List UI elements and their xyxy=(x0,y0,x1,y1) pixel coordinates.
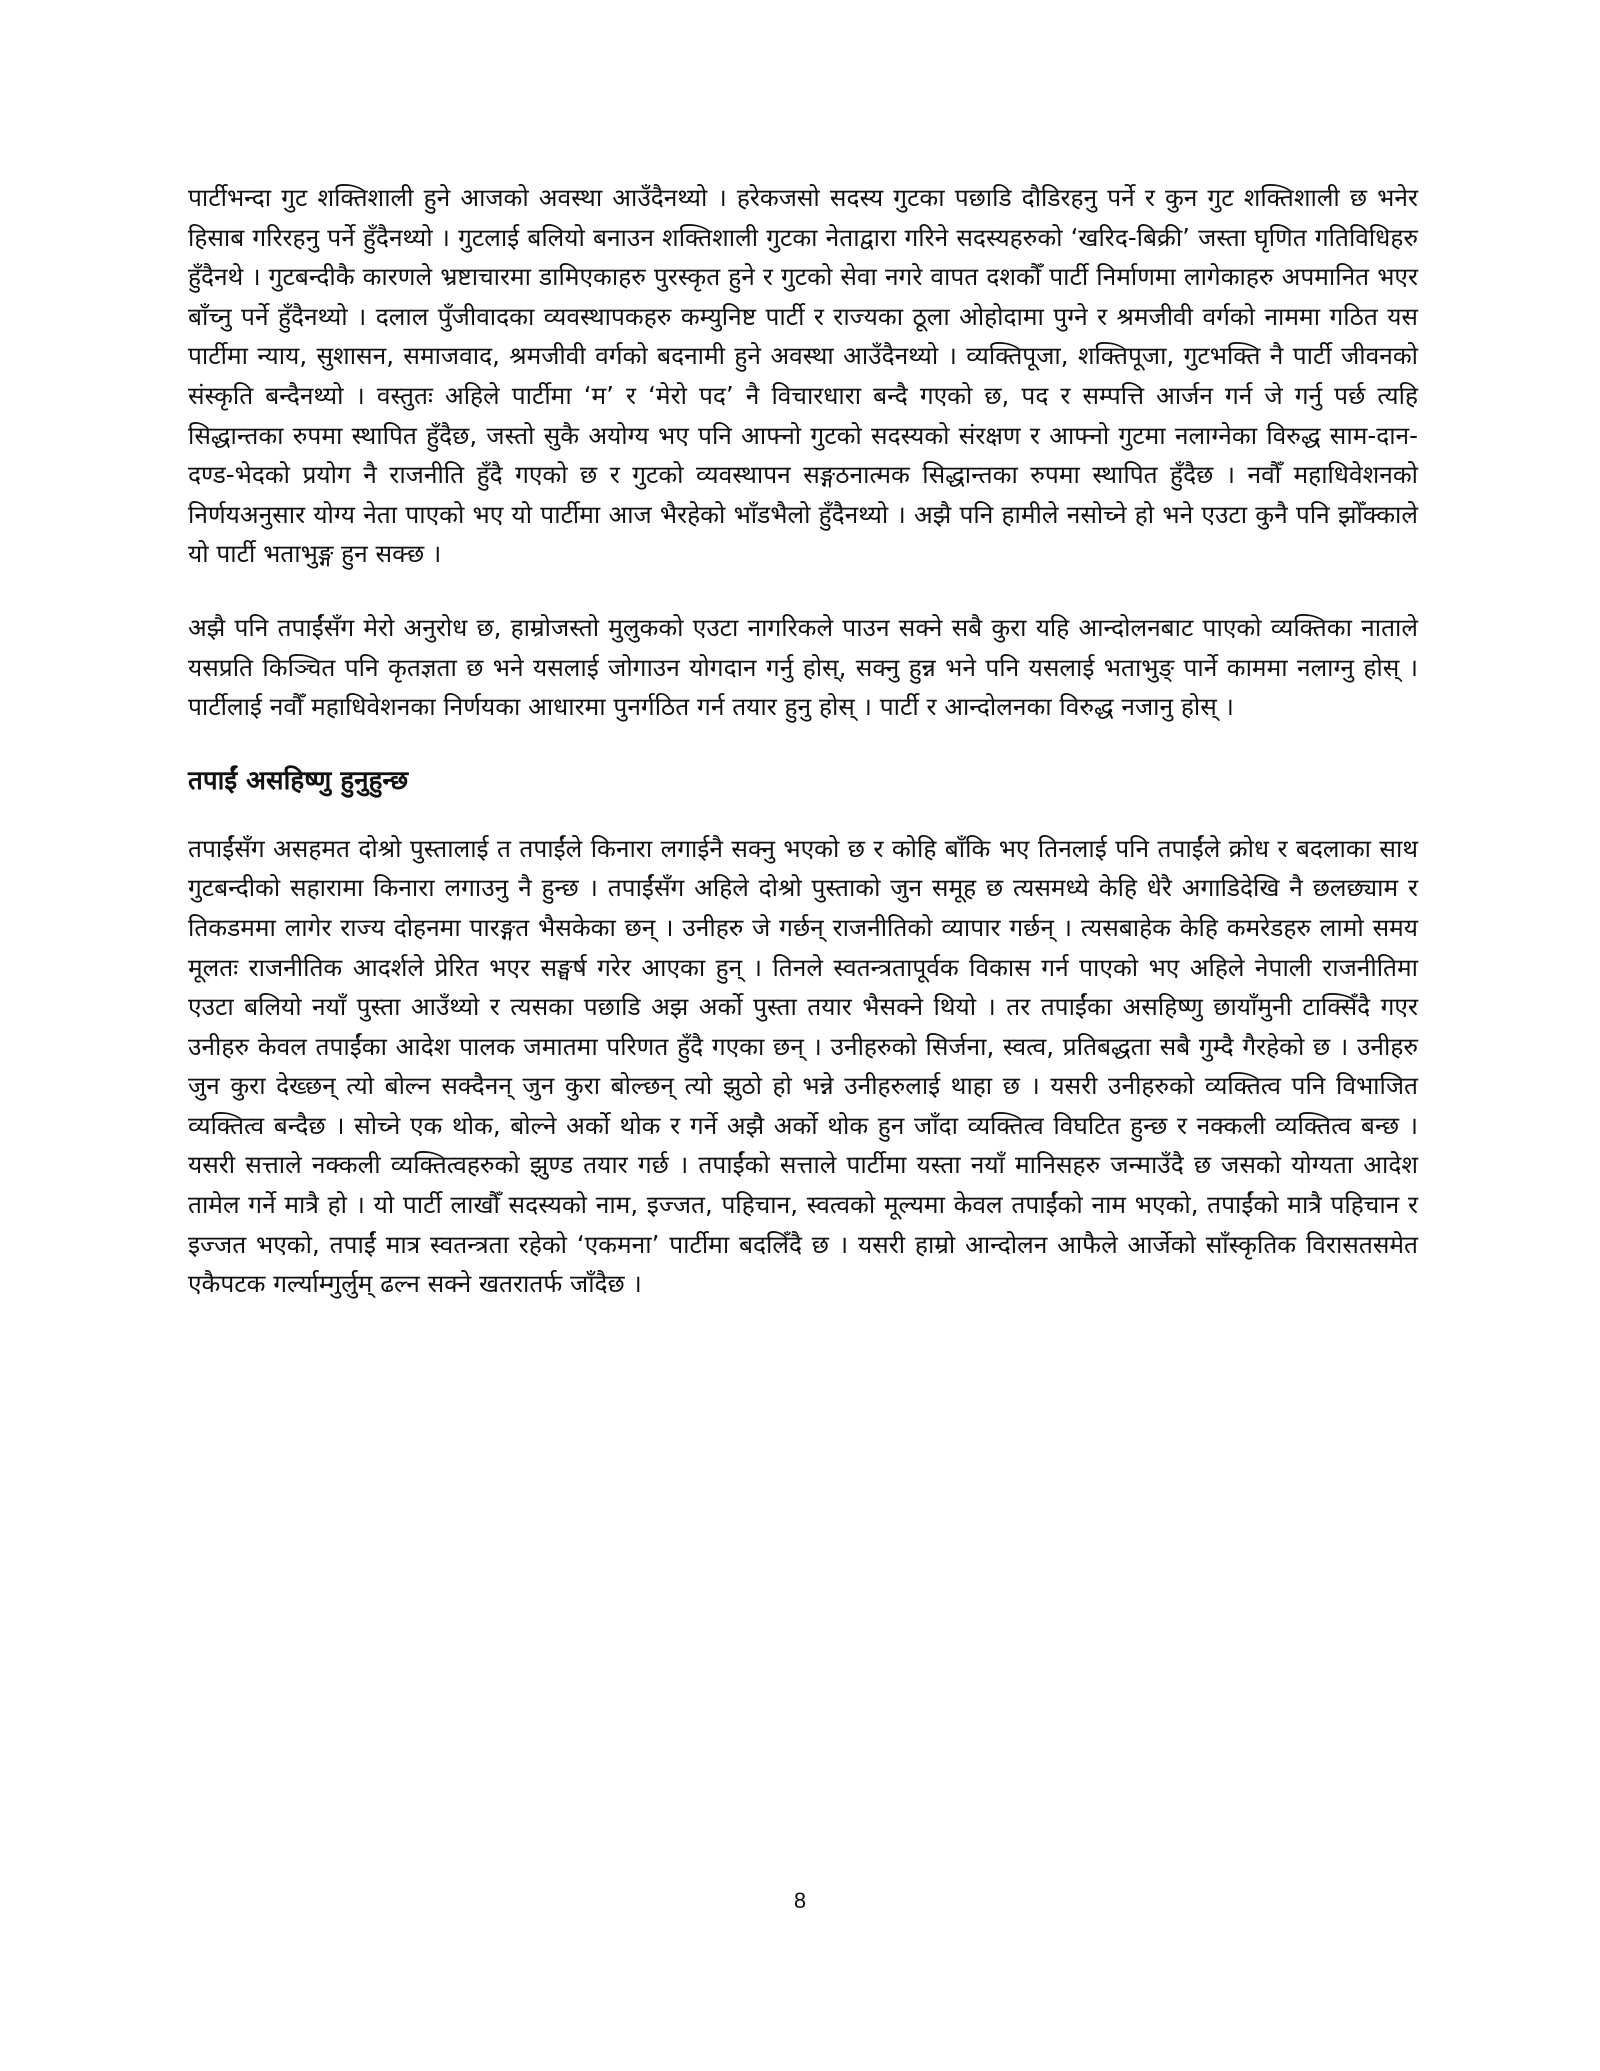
section-heading: तपाईं असहिष्णु हुनुहुन्छ xyxy=(188,765,409,796)
page-number: 8 xyxy=(793,1888,807,1913)
paragraph-appeal: अझै पनि तपाईंसँग मेरो अनुरोध छ, हाम्रोजस्तो मुलुकको एउटा नागरिकले पाउन सक्ने सबै कुरा यहि आन्दोलनबाट पाएको व्यक्तिका नाताले यसप्रति किञ्चित पनि कृतज्ञता छ भने यसलाई जोगाउन योगदान गर्नु होस्, सक्नु हुन्न भने पनि यसलाई भताभुङ् पार्ने काममा नलाग्नु होस् । पार्टीलाई नवौँ महाधिवेशनका निर्णयका आधारमा पुनर्गठित गर्न तयार हुनु होस् । पार्टी र आन्दोलनका विरुद्ध नजानु होस् । xyxy=(188,612,1418,722)
paragraph-intolerance: तपाईंसँग असहमत दोश्रो पुस्तालाई त तपाईंले किनारा लगाईनै सक्नु भएको छ र कोहि बाँकि भए तिनलाई पनि तपाईंले क्रोध र बदलाका साथ गुटबन्दीको सहारामा किनारा लगाउनु नै हुन्छ । तपाईंसँग अहिले दोश्रो पुस्ताको जुन समूह छ त्यसमध्ये केहि धेरै अगाडिदेखि नै छलछ्याम र तिकडममा लागेर राज्य दोहनमा पारङ्गत भैसकेका छन् । उनीहरु जे गर्छन् राजनीतिको व्यापार गर्छन् । त्यसबाहेक केहि कमरेडहरु लामो समय मूलतः राजनीतिक आदर्शले प्रेरित भएर सङ्घर्ष गरेर आएका हुन् । तिनले स्वतन्त्रतापूर्वक विकास गर्न पाएको भए अहिले नेपाली राजनीतिमा एउटा बलियो नयाँ पुस्ता आउँथ्यो र त्यसका पछाडि अझ अर्को पुस्ता तयार भैसक्ने थियो । तर तपाईंका असहिष्णु छायाँमुनी टाक्सिँदै गएर उनीहरु केवल तपाईंका आदेश पालक जमातमा परिणत हुँदै गएका छन् । उनीहरुको सिर्जना, स्वत्व, प्रतिबद्धता सबै गुम्दै गैरहेको छ । उनीहरु जुन कुरा देख्छन् त्यो बोल्न सक्दैनन् जुन कुरा बोल्छन् त्यो झुठो हो भन्ने उनीहरुलाई थाहा छ । यसरी उनीहरुको व्यक्तित्व पनि विभाजित व्यक्तित्व बन्दैछ । सोच्ने एक थोक, बोल्ने अर्को थोक र गर्ने अझै अर्को थोक हुन जाँदा व्यक्तित्व विघटित हुन्छ र नक्कली व्यक्तित्व बन्छ । यसरी सत्ताले नक्कली व्यक्तित्वहरुको झुण्ड तयार गर्छ । तपाईंको सत्ताले पार्टीमा यस्ता नयाँ मानिसहरु जन्माउँदै छ जसको योग्यता आदेश तामेल गर्ने मात्रै हो । यो पार्टी लाखौँ सदस्यको नाम, इज्जत, पहिचान, स्वत्वको मूल्यमा केवल तपाईंको नाम भएको, तपाईंको मात्रै पहिचान र इज्जत भएको, तपाईं मात्र स्वतन्त्रता रहेको ‘एकमना’ पार्टीमा बदलिँदै छ । यसरी हाम्रो आन्दोलन आफैले आर्जेको साँस्कृतिक विरासतसमेत एकैपटक गर्ल्याम्गुर्लुम् ढल्न सक्ने खतरातर्फ जाँदैछ । xyxy=(188,833,1418,1299)
paragraph-faction-politics: पार्टीभन्दा गुट शक्तिशाली हुने आजको अवस्था आउँदैनथ्यो । हरेकजसो सदस्य गुटका पछाडि दौडिरहनु पर्ने र कुन गुट शक्तिशाली छ भनेर हिसाब गरिरहनु पर्ने हुँदैनथ्यो । गुटलाई बलियो बनाउन शक्तिशाली गुटका नेताद्वारा गरिने सदस्यहरुको ‘खरिद-बिक्री’ जस्ता घृणित गतिविधिहरु हुँदैनथे । गुटबन्दीकै कारणले भ्रष्टाचारमा डामिएकाहरु पुरस्कृत हुने र गुटको सेवा नगरे वापत दशकौँ पार्टी निर्माणमा लागेकाहरु अपमानित भएर बाँच्नु पर्ने हुँदैनथ्यो । दलाल पुँजीवादका व्यवस्थापकहरु कम्युनिष्ट पार्टी र राज्यका ठूला ओहोदामा पुग्ने र श्रमजीवी वर्गको नाममा गठित यस पार्टीमा न्याय, सुशासन, समाजवाद, श्रमजीवी वर्गको बदनामी हुने अवस्था आउँदैनथ्यो । व्यक्तिपूजा, शक्तिपूजा, गुटभक्ति नै पार्टी जीवनको संस्कृति बन्दैनथ्यो । वस्तुतः अहिले पार्टीमा ‘म’ र ‘मेरो पद’ नै विचारधारा बन्दै गएको छ, पद र सम्पत्ति आर्जन गर्न जे गर्नु पर्छ त्यहि सिद्धान्तका रुपमा स्थापित हुँदैछ, जस्तो सुकै अयोग्य भए पनि आफ्नो गुटको सदस्यको संरक्षण र आफ्नो गुटमा नलाग्नेका विरुद्ध साम-दान-दण्ड-भेदको प्रयोग नै राजनीति हुँदै गएको छ र गुटको व्यवस्थापन सङ्गठनात्मक सिद्धान्तका रुपमा स्थापित हुँदैछ । नवौँ महाधिवेशनको निर्णयअनुसार योग्य नेता पाएको भए यो पार्टीमा आज भैरहेको भाँडभैलो हुँदैनथ्यो । अझै पनि हामीले नसोच्ने हो भने एउटा कुनै पनि झोँक्काले यो पार्टी भताभुङ्ग हुन सक्छ । xyxy=(188,183,1418,569)
document-page xyxy=(188,178,1418,1304)
